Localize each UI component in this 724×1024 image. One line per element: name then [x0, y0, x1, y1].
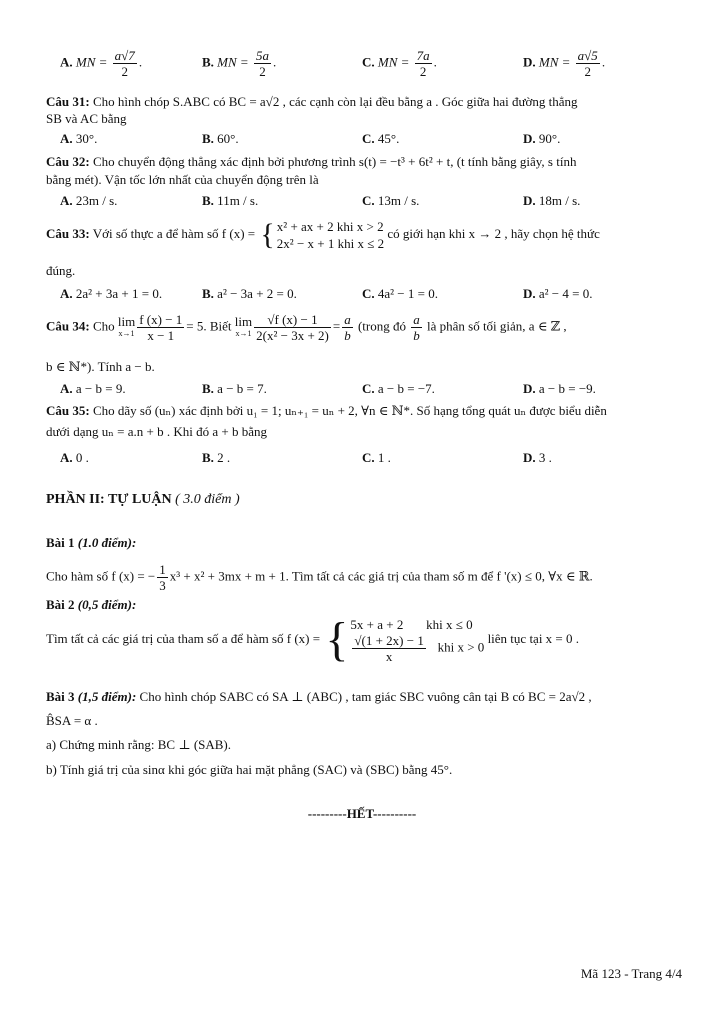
- q30-option-c: C. MN = $\frac{7a}{2}$ .: [362, 48, 437, 79]
- q30-option-a: A. MN = $\frac{a√7}{2}$ .: [60, 48, 143, 79]
- fraction: $\frac{a√5}{2}$: [577, 48, 598, 79]
- q34-stem-cont: b ∈ ℕ*). Tính a − b.: [46, 359, 155, 374]
- q31-option-c: C. 45°.: [362, 131, 400, 146]
- brace: {: [325, 613, 349, 666]
- q33-stem-cont: đúng.: [46, 263, 76, 278]
- fraction: $\frac{7a}{2}$: [416, 48, 430, 79]
- part2-heading: PHẦN II: TỰ LUẬN ( 3.0 điểm ): [46, 492, 240, 507]
- fraction: $\frac{√f (x) - 1}{\text{2(x² − 3x + 2)}}$: [256, 312, 329, 343]
- bai2-heading: Bài 2 (0,5 điểm):: [46, 597, 137, 612]
- limit-symbol: lim x→1: [117, 313, 136, 338]
- fraction: $\frac{5a}{2}$: [255, 48, 269, 79]
- fraction: $\frac{√(1 + 2x) - 1}{x}$: [354, 633, 424, 664]
- q32-option-d: D. 18m / s.: [523, 193, 581, 208]
- fraction: $\frac{a}{b}$: [413, 312, 420, 343]
- limit-symbol: lim x→1: [234, 313, 253, 338]
- q31-option-a: A. 30°.: [60, 131, 98, 146]
- piecewise-cases: x² + ax + 2 khi x > 2 2x² − x + 1 khi x ≤ 2: [276, 219, 385, 251]
- q35-option-b: B. 2 .: [202, 450, 231, 465]
- bai1-heading: Bài 1 (1.0 điểm):: [46, 535, 137, 550]
- bai3-heading: Bài 3 (1,5 điểm): Cho hình chóp SABC có SA ⊥ (ABC) , tam giác SBC vuông cân tại B có BC = 2a√2 ,: [46, 689, 592, 704]
- bai1-text: Cho hàm số f (x) = − $\frac{1}{3}$ x³ + x² + 3mx + m + 1. Tìm tất cả các giá trị của tham số m để f '(x) ≤ 0, ∀x ∈ ℝ.: [46, 562, 593, 593]
- q35-stem: Câu 35: Cho dãy số (uₙ) xác định bởi u₁ = 1; uₙ₊₁ = uₙ + 2, ∀n ∈ ℕ*. Số hạng tổng quát uₙ được biểu diễn: [46, 403, 607, 418]
- bai3-angle: B̂SA = α .: [46, 713, 98, 728]
- brace: {: [260, 218, 275, 251]
- q35-option-d: D. 3 .: [523, 450, 552, 465]
- q32-option-a: A. 23m / s.: [60, 193, 118, 208]
- q32-option-b: B. 11m / s.: [202, 193, 259, 208]
- q33-option-d: D. a² − 4 = 0.: [523, 286, 593, 301]
- end-marker: ---------HẾT----------: [307, 806, 417, 821]
- bai3-part-a: a) Chứng minh rằng: BC ⊥ (SAB).: [46, 737, 232, 752]
- q35-stem-cont: dưới dạng uₙ = a.n + b . Khi đó a + b bằng: [46, 424, 267, 439]
- q34-option-a: A. a − b = 9.: [60, 381, 126, 396]
- q35-option-a: A. 0 .: [60, 450, 89, 465]
- page-footer: Mã 123 - Trang 4/4: [580, 966, 682, 981]
- q30-option-d: D. MN = $\frac{a√5}{2}$ .: [523, 48, 606, 79]
- q34-option-d: D. a − b = −9.: [523, 381, 596, 396]
- bai2-text: Tìm tất cả các giá trị của tham số a để hàm số f (x) = { 5x + a + 2 khi x ≤ 0 $\frac{√(1 + 2x) - 1}{x}$ khi x > 0 liên tục tại x = 0 .: [46, 613, 580, 666]
- fraction: $\frac{a√7}{2}$: [114, 48, 135, 79]
- q34-stem: Câu 34: Cho lim x→1 $\frac{f (x) - 1}{x - 1}$ = 5. Biết lim x→1 $\frac{√f (x) - 1}{\text{2(x² − 3x + 2)}}$ = $\frac{a}{b}$ (trong đó $\frac{a}{b}$ là phân số tối giản, a ∈ ℤ ,: [46, 312, 567, 343]
- q35-option-c: C. 1 .: [362, 450, 391, 465]
- q32-option-c: C. 13m / s.: [362, 193, 420, 208]
- q33-option-b: B. a² − 3a + 2 = 0.: [202, 286, 297, 301]
- q30-option-b: B. MN = $\frac{5a}{2}$ .: [202, 48, 277, 79]
- piecewise-cases: 5x + a + 2 khi x ≤ 0 $\frac{√(1 + 2x) - 1}{x}$ khi x > 0: [350, 617, 485, 664]
- fraction: $\frac{a}{b}$: [344, 312, 351, 343]
- fraction: $\frac{f (x) - 1}{x - 1}$: [139, 312, 183, 343]
- q33-stem: Câu 33: Với số thực a để hàm số f (x) = { x² + ax + 2 khi x > 2 2x² − x + 1 khi x ≤ 2 có giới hạn khi x → 2 , hãy chọn hệ thức: [46, 218, 600, 251]
- q31-stem: Câu 31: Cho hình chóp S.ABC có BC = a√2 , các cạnh còn lại đều bằng a . Góc giữa hai đường thẳng: [46, 94, 578, 109]
- q33-option-c: C. 4a² − 1 = 0.: [362, 286, 438, 301]
- q34-option-b: B. a − b = 7.: [202, 381, 267, 396]
- q32-stem: Câu 32: Cho chuyển động thẳng xác định bởi phương trình s(t) = −t³ + 6t² + t, (t tính bằng giây, s tính: [46, 154, 577, 169]
- fraction: $\frac{1}{3}$: [159, 562, 166, 593]
- q31-option-d: D. 90°.: [523, 131, 561, 146]
- q33-option-a: A. 2a² + 3a + 1 = 0.: [60, 286, 163, 301]
- q32-stem-cont: bằng mét). Vận tốc lớn nhất của chuyển động trên là: [46, 172, 319, 187]
- q31-option-b: B. 60°.: [202, 131, 239, 146]
- q31-stem-cont: SB và AC bằng: [46, 111, 127, 126]
- q34-option-c: C. a − b = −7.: [362, 381, 435, 396]
- bai3-part-b: b) Tính giá trị của sinα khi góc giữa hai mặt phẳng (SAC) và (SBC) bằng 45°.: [46, 762, 453, 777]
